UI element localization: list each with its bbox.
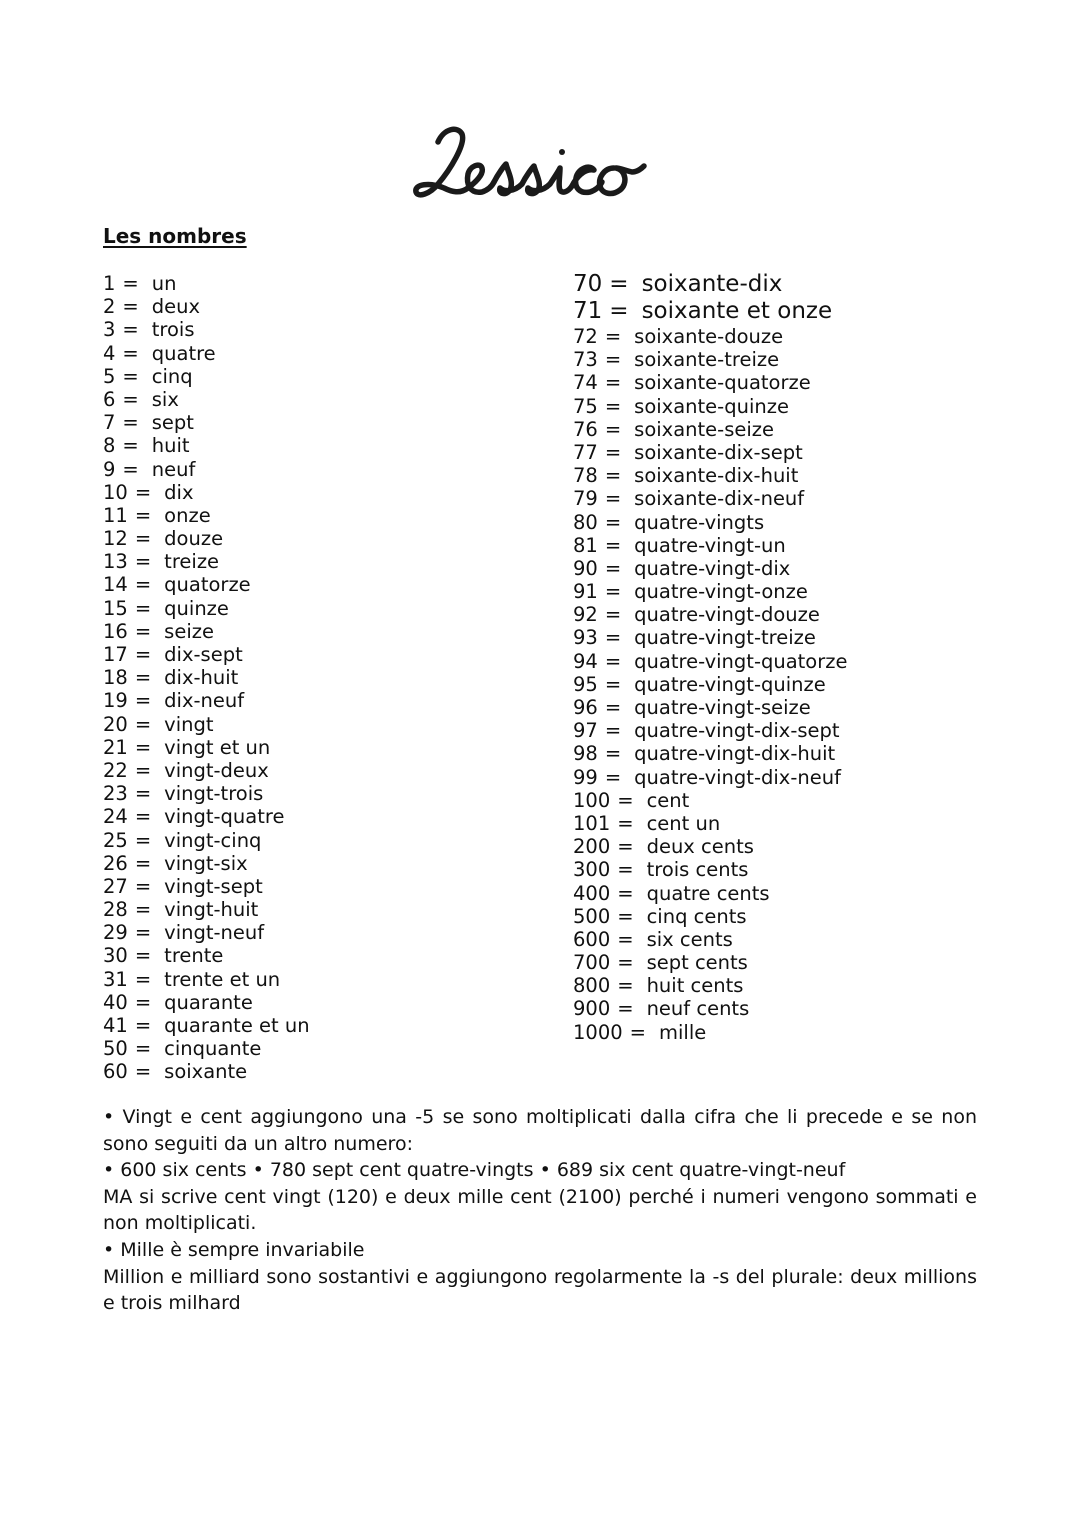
number-word: dix-huit xyxy=(164,666,239,690)
equals-sign: = xyxy=(604,533,622,557)
number-digits: 20 xyxy=(103,712,128,736)
number-word: soixante-douze xyxy=(634,325,784,348)
number-digits: 500 xyxy=(573,904,611,928)
number-digits: 14 xyxy=(103,573,128,597)
number-digits: 95 xyxy=(573,672,598,696)
equals-sign: = xyxy=(604,580,622,604)
number-digits: 5 xyxy=(103,364,116,388)
number-digits: 93 xyxy=(573,626,598,650)
number-word: soixante-dix-neuf xyxy=(634,487,805,511)
equals-sign: = xyxy=(134,503,152,527)
number-entry xyxy=(573,673,848,696)
number-entry xyxy=(103,318,310,341)
number-entry xyxy=(103,1037,310,1060)
number-word: quatre-vingt-quatorze xyxy=(634,649,848,673)
number-digits: 15 xyxy=(103,596,128,620)
equals-sign: = xyxy=(617,927,634,951)
number-entry xyxy=(103,689,310,712)
number-word: trente et un xyxy=(164,967,281,991)
number-entry xyxy=(573,650,848,673)
number-word: cent un xyxy=(646,811,721,835)
number-entry xyxy=(103,504,310,527)
number-word: quatre-vingt-un xyxy=(634,533,786,557)
equals-sign: = xyxy=(134,1037,152,1061)
equals-sign: = xyxy=(604,719,622,743)
number-entry xyxy=(103,272,310,295)
number-entry xyxy=(573,882,848,905)
equals-sign: = xyxy=(629,1020,646,1044)
number-digits: 3 xyxy=(103,318,116,342)
number-entry xyxy=(573,603,848,626)
number-digits: 99 xyxy=(573,765,598,789)
number-digits: 71 xyxy=(573,298,603,324)
number-entry xyxy=(103,388,310,411)
number-word: trois cents xyxy=(646,858,749,882)
number-word: vingt-huit xyxy=(164,898,259,922)
equals-sign: = xyxy=(604,603,622,627)
number-word: neuf xyxy=(151,457,196,481)
number-entry xyxy=(103,434,310,457)
equals-sign: = xyxy=(134,1014,152,1037)
equals-sign: = xyxy=(134,805,152,829)
equals-sign: = xyxy=(604,696,622,719)
number-word: mille xyxy=(658,1020,707,1044)
number-word: soixante-treize xyxy=(634,348,780,372)
number-digits: 8 xyxy=(103,434,116,458)
number-digits: 7 xyxy=(103,411,116,435)
number-word: un xyxy=(151,272,177,295)
number-word: vingt-neuf xyxy=(164,921,265,945)
number-entry xyxy=(103,597,310,620)
number-word: cinquante xyxy=(164,1037,262,1061)
number-digits: 2 xyxy=(103,295,116,319)
number-word: dix-sept xyxy=(164,643,243,666)
number-digits: 101 xyxy=(573,811,611,835)
number-word: cinq cents xyxy=(646,904,747,928)
equals-sign: = xyxy=(134,666,152,690)
number-digits: 700 xyxy=(573,951,611,975)
equals-sign: = xyxy=(604,417,622,441)
number-word: vingt-trois xyxy=(164,782,264,806)
equals-sign: = xyxy=(134,712,152,736)
number-word: quinze xyxy=(164,596,229,620)
grammar-notes xyxy=(103,1104,977,1317)
number-word: quarante et un xyxy=(164,1014,310,1037)
note-mille-rule: • Mille è sempre invariabile xyxy=(103,1238,365,1261)
number-entry xyxy=(573,511,848,534)
number-word: soixante et onze xyxy=(641,298,833,324)
number-entry xyxy=(573,974,848,997)
number-entry xyxy=(103,342,310,365)
number-entry xyxy=(103,875,310,898)
equals-sign: = xyxy=(134,1060,152,1084)
equals-sign: = xyxy=(617,881,634,905)
equals-sign: = xyxy=(617,904,634,928)
number-word: seize xyxy=(164,619,214,643)
number-digits: 40 xyxy=(103,990,128,1014)
equals-sign: = xyxy=(134,828,152,852)
number-entry xyxy=(573,905,848,928)
equals-sign: = xyxy=(134,689,152,713)
number-entry xyxy=(573,348,848,371)
equals-sign: = xyxy=(617,951,634,975)
number-word: quatre-vingt-douze xyxy=(634,603,820,627)
number-word: cent xyxy=(646,788,690,812)
number-digits: 70 xyxy=(573,271,603,297)
number-entry xyxy=(573,464,848,487)
number-entry xyxy=(573,812,848,835)
number-entry xyxy=(103,481,310,504)
number-word: vingt xyxy=(164,712,214,736)
equals-sign: = xyxy=(134,898,152,922)
number-digits: 79 xyxy=(573,487,598,511)
equals-sign: = xyxy=(122,295,139,319)
number-entry xyxy=(103,295,310,318)
number-digits: 1000 xyxy=(573,1020,623,1044)
equals-sign: = xyxy=(617,835,634,859)
number-word: vingt et un xyxy=(164,735,271,759)
number-entry xyxy=(103,736,310,759)
number-digits: 18 xyxy=(103,666,128,690)
number-digits: 24 xyxy=(103,805,128,829)
number-entry xyxy=(573,395,848,418)
equals-sign: = xyxy=(134,944,152,968)
equals-sign: = xyxy=(122,411,139,435)
number-entry xyxy=(573,325,848,348)
number-entry xyxy=(573,835,848,858)
equals-sign: = xyxy=(604,626,622,650)
number-entry xyxy=(573,789,848,812)
number-entry xyxy=(573,951,848,974)
number-digits: 16 xyxy=(103,619,128,643)
equals-sign: = xyxy=(604,394,622,418)
number-word: vingt-quatre xyxy=(164,805,285,829)
number-word: soixante xyxy=(164,1060,248,1084)
equals-sign: = xyxy=(134,967,152,991)
number-word: six cents xyxy=(646,927,733,951)
number-word: douze xyxy=(164,527,224,551)
number-digits: 22 xyxy=(103,758,128,782)
number-entry xyxy=(573,928,848,951)
number-digits: 6 xyxy=(103,387,116,411)
number-entry xyxy=(573,557,848,580)
equals-sign: = xyxy=(604,325,622,348)
equals-sign: = xyxy=(134,921,152,945)
equals-sign: = xyxy=(134,643,152,666)
handwritten-title-lessico xyxy=(410,112,670,222)
number-word: quatre-vingt-dix-neuf xyxy=(634,765,841,789)
number-word: soixante-seize xyxy=(634,417,775,441)
equals-sign: = xyxy=(134,619,152,643)
number-entry xyxy=(573,997,848,1020)
number-digits: 1 xyxy=(103,272,116,295)
number-entry xyxy=(573,271,848,298)
number-word: soixante-quinze xyxy=(634,394,789,418)
number-word: sept xyxy=(151,411,194,435)
number-entry xyxy=(573,371,848,394)
number-word: deux cents xyxy=(646,835,754,859)
number-entry xyxy=(103,573,310,596)
number-digits: 77 xyxy=(573,440,598,464)
number-digits: 26 xyxy=(103,851,128,875)
equals-sign: = xyxy=(604,440,622,464)
number-entry xyxy=(573,858,848,881)
number-word: soixante-dix xyxy=(641,271,783,297)
number-word: quatre-vingt-dix-huit xyxy=(634,742,836,766)
number-entry xyxy=(103,991,310,1014)
equals-sign: = xyxy=(604,556,622,580)
equals-sign: = xyxy=(609,298,629,324)
number-digits: 60 xyxy=(103,1060,128,1084)
number-digits: 90 xyxy=(573,556,598,580)
equals-sign: = xyxy=(604,348,622,372)
number-digits: 91 xyxy=(573,580,598,604)
number-digits: 100 xyxy=(573,788,611,812)
number-word: deux xyxy=(151,295,201,319)
number-entry xyxy=(103,921,310,944)
page-title xyxy=(0,112,1080,222)
equals-sign: = xyxy=(617,997,634,1021)
number-digits: 17 xyxy=(103,643,128,666)
number-word: dix xyxy=(164,480,194,504)
equals-sign: = xyxy=(134,782,152,806)
number-digits: 80 xyxy=(573,510,598,534)
number-entry xyxy=(573,719,848,742)
equals-sign: = xyxy=(604,649,622,673)
equals-sign: = xyxy=(604,510,622,534)
equals-sign: = xyxy=(134,596,152,620)
number-entry xyxy=(103,968,310,991)
number-digits: 900 xyxy=(573,997,611,1021)
equals-sign: = xyxy=(134,527,152,551)
number-entry xyxy=(103,782,310,805)
number-entry xyxy=(573,1021,848,1044)
equals-sign: = xyxy=(122,318,139,342)
equals-sign: = xyxy=(122,434,139,458)
number-entry xyxy=(573,298,848,325)
note-million-rule: Million e milliard sono sostantivi e aggiungono regolarmente la -s del plurale: deux millions e trois milhard xyxy=(103,1265,977,1315)
number-digits: 98 xyxy=(573,742,598,766)
equals-sign: = xyxy=(604,742,622,766)
number-digits: 11 xyxy=(103,503,128,527)
number-digits: 29 xyxy=(103,921,128,945)
equals-sign: = xyxy=(134,851,152,875)
number-entry xyxy=(573,626,848,649)
number-word: soixante-quatorze xyxy=(634,371,811,395)
number-entry xyxy=(573,580,848,603)
equals-sign: = xyxy=(617,788,634,812)
number-word: trois xyxy=(151,318,195,342)
number-word: quatorze xyxy=(164,573,251,597)
number-digits: 28 xyxy=(103,898,128,922)
number-digits: 50 xyxy=(103,1037,128,1061)
equals-sign: = xyxy=(134,573,152,597)
equals-sign: = xyxy=(609,271,629,297)
number-digits: 78 xyxy=(573,464,598,488)
number-entry xyxy=(103,643,310,666)
number-digits: 30 xyxy=(103,944,128,968)
number-digits: 300 xyxy=(573,858,611,882)
number-digits: 96 xyxy=(573,696,598,719)
number-digits: 74 xyxy=(573,371,598,395)
number-digits: 21 xyxy=(103,735,128,759)
number-digits: 81 xyxy=(573,533,598,557)
number-entry xyxy=(573,766,848,789)
number-entry xyxy=(103,620,310,643)
number-entry xyxy=(573,742,848,765)
number-word: vingt-six xyxy=(164,851,248,875)
number-word: onze xyxy=(164,503,211,527)
number-digits: 23 xyxy=(103,782,128,806)
number-word: soixante-dix-huit xyxy=(634,464,799,488)
number-word: six xyxy=(151,387,179,411)
number-digits: 41 xyxy=(103,1014,128,1037)
number-word: quarante xyxy=(164,990,253,1014)
number-word: quatre-vingt-onze xyxy=(634,580,808,604)
number-word: cinq xyxy=(151,364,193,388)
number-digits: 97 xyxy=(573,719,598,743)
note-vingt-cent-rule: • Vingt e cent aggiungono una -5 se sono moltiplicati dalla cifra che li precede e se non sono seguiti da un altro numero: xyxy=(103,1106,977,1155)
number-digits: 31 xyxy=(103,967,128,991)
number-word: quatre-vingt-dix-sept xyxy=(634,719,840,743)
number-digits: 600 xyxy=(573,927,611,951)
number-digits: 10 xyxy=(103,480,128,504)
number-digits: 12 xyxy=(103,527,128,551)
section-heading-les-nombres: Les nombres xyxy=(103,224,247,248)
equals-sign: = xyxy=(134,550,152,574)
numbers-list-right xyxy=(573,272,848,1044)
number-word: dix-neuf xyxy=(164,689,245,713)
number-digits: 75 xyxy=(573,394,598,418)
number-digits: 400 xyxy=(573,881,611,905)
number-entry xyxy=(103,1014,310,1037)
equals-sign: = xyxy=(122,341,139,365)
number-digits: 92 xyxy=(573,603,598,627)
equals-sign: = xyxy=(617,858,634,882)
equals-sign: = xyxy=(604,765,622,789)
number-entry xyxy=(103,365,310,388)
number-entry xyxy=(573,418,848,441)
number-digits: 25 xyxy=(103,828,128,852)
number-entry xyxy=(573,696,848,719)
number-digits: 94 xyxy=(573,649,598,673)
equals-sign: = xyxy=(604,672,622,696)
equals-sign: = xyxy=(122,364,139,388)
equals-sign: = xyxy=(617,811,634,835)
equals-sign: = xyxy=(617,974,634,998)
equals-sign: = xyxy=(122,387,139,411)
number-digits: 19 xyxy=(103,689,128,713)
number-word: neuf cents xyxy=(646,997,750,1021)
number-entry xyxy=(103,759,310,782)
number-entry xyxy=(103,411,310,434)
number-word: quatre-vingts xyxy=(634,510,765,534)
equals-sign: = xyxy=(604,371,622,395)
number-entry xyxy=(573,441,848,464)
number-entry xyxy=(103,550,310,573)
number-word: trente xyxy=(164,944,224,968)
number-digits: 27 xyxy=(103,874,128,898)
number-entry xyxy=(103,944,310,967)
number-entry xyxy=(103,1060,310,1083)
note-exception: MA si scrive cent vingt (120) e deux mille cent (2100) perché i numeri vengono sommati e non moltiplicati. xyxy=(103,1185,977,1235)
number-entry xyxy=(103,527,310,550)
numbers-list-left xyxy=(103,272,310,1084)
number-word: soixante-dix-sept xyxy=(634,440,803,464)
number-word: quatre cents xyxy=(646,881,770,905)
number-digits: 73 xyxy=(573,348,598,372)
equals-sign: = xyxy=(604,464,622,488)
equals-sign: = xyxy=(122,272,139,295)
number-word: quatre-vingt-quinze xyxy=(634,672,826,696)
equals-sign: = xyxy=(134,990,152,1014)
equals-sign: = xyxy=(134,480,152,504)
number-entry xyxy=(573,534,848,557)
number-digits: 76 xyxy=(573,417,598,441)
number-digits: 13 xyxy=(103,550,128,574)
number-word: vingt-cinq xyxy=(164,828,262,852)
number-digits: 9 xyxy=(103,457,116,481)
number-entry xyxy=(103,898,310,921)
number-entry xyxy=(103,852,310,875)
number-word: vingt-deux xyxy=(164,758,269,782)
number-digits: 200 xyxy=(573,835,611,859)
equals-sign: = xyxy=(604,487,622,511)
number-word: huit cents xyxy=(646,974,744,998)
number-digits: 4 xyxy=(103,341,116,365)
number-digits: 800 xyxy=(573,974,611,998)
number-word: vingt-sept xyxy=(164,874,263,898)
number-word: quatre xyxy=(151,341,216,365)
number-word: quatre-vingt-treize xyxy=(634,626,816,650)
number-word: quatre-vingt-dix xyxy=(634,556,791,580)
equals-sign: = xyxy=(134,758,152,782)
note-examples: • 600 six cents • 780 sept cent quatre-vingts • 689 six cent quatre-vingt-neuf xyxy=(103,1159,846,1182)
equals-sign: = xyxy=(122,457,139,481)
number-entry xyxy=(103,666,310,689)
number-entry xyxy=(103,713,310,736)
number-word: quatre-vingt-seize xyxy=(634,696,811,719)
number-entry xyxy=(103,458,310,481)
equals-sign: = xyxy=(134,735,152,759)
number-word: huit xyxy=(151,434,190,458)
number-digits: 72 xyxy=(573,325,598,348)
number-word: treize xyxy=(164,550,220,574)
number-entry xyxy=(573,487,848,510)
equals-sign: = xyxy=(134,874,152,898)
number-word: sept cents xyxy=(646,951,748,975)
number-entry xyxy=(103,805,310,828)
number-entry xyxy=(103,829,310,852)
